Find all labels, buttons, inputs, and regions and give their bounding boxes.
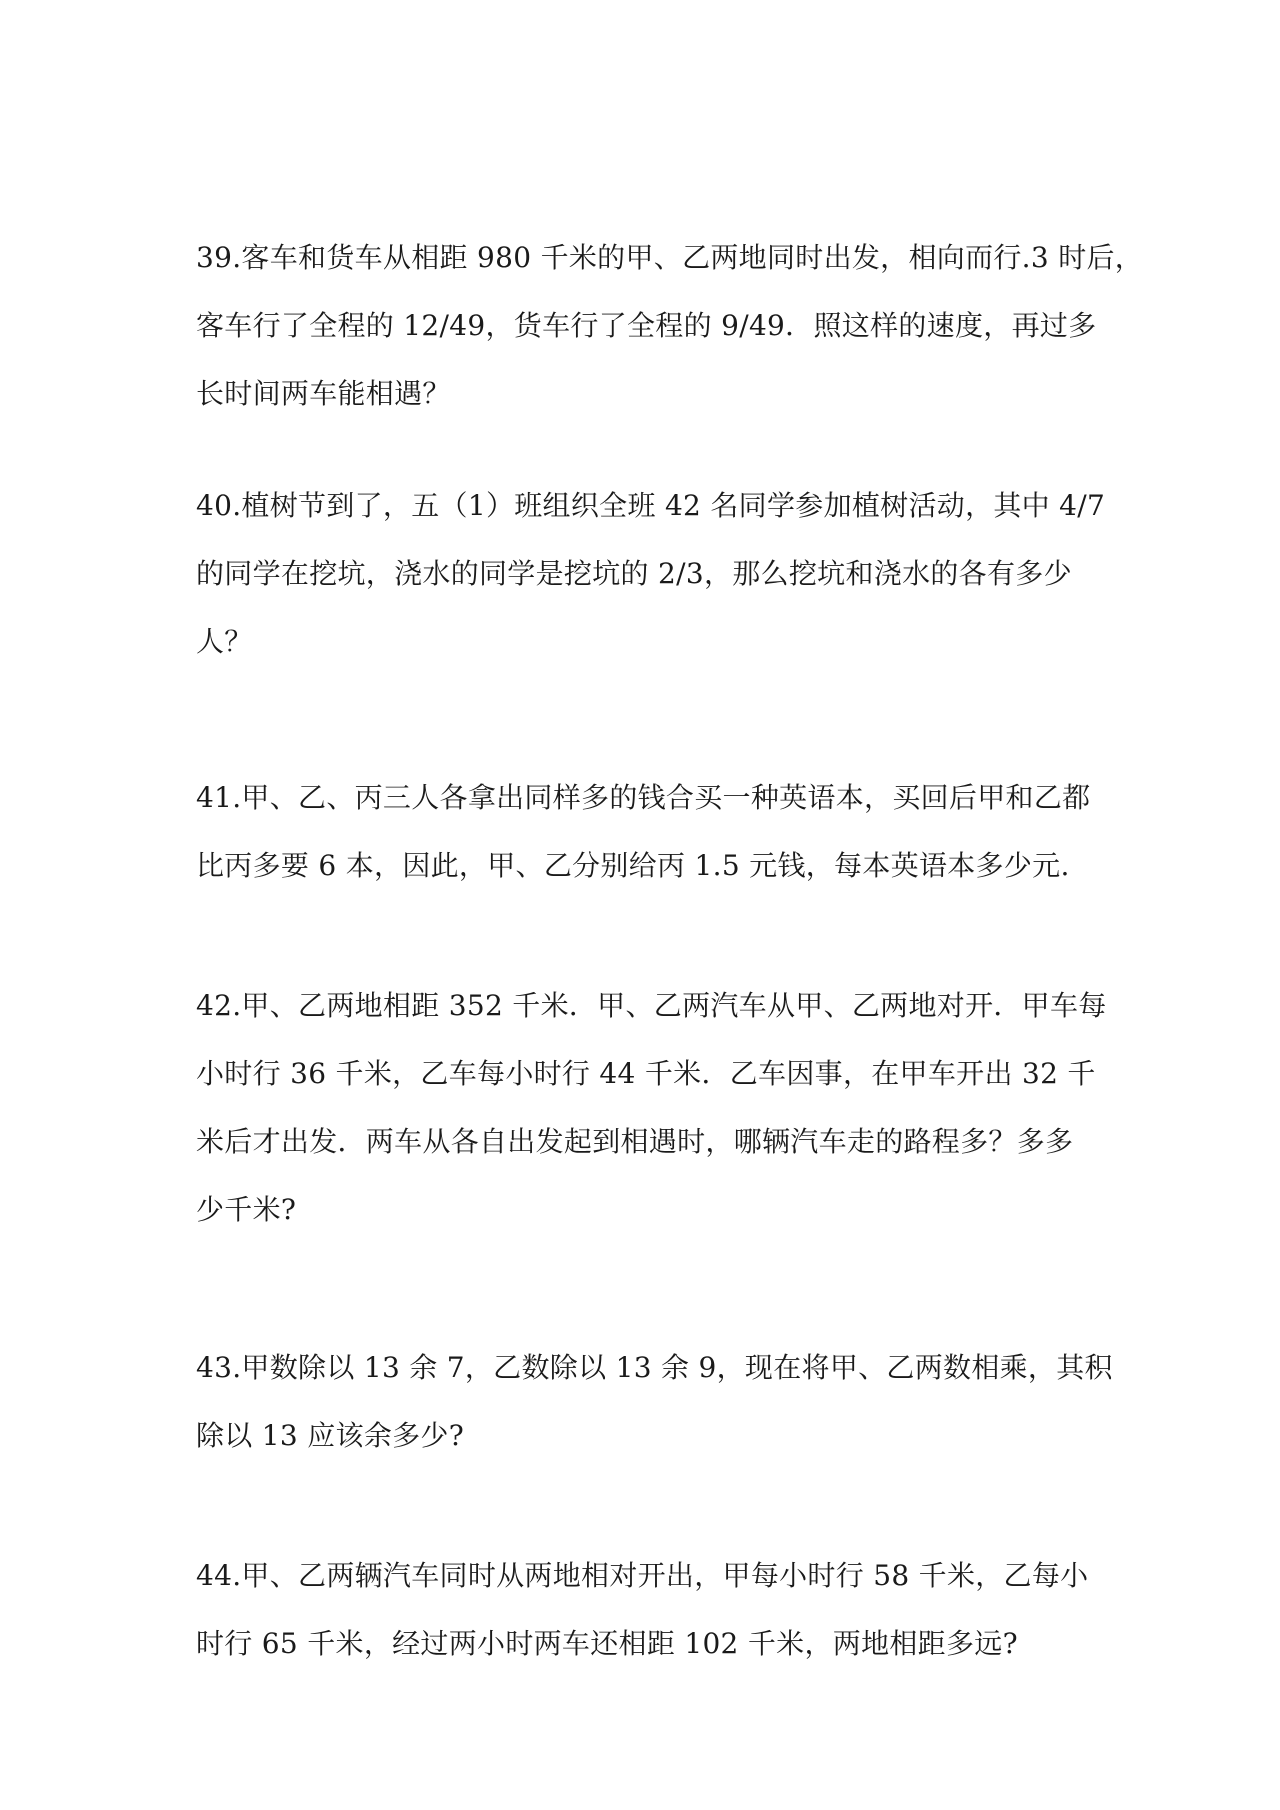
problem-42 — [196, 972, 1107, 1244]
problem-line: 比丙多要 6 本，因此，甲、乙分别给丙 1.5 元钱，每本英语本多少元. — [196, 849, 1070, 882]
problem-line: 小时行 36 千米，乙车每小时行 44 千米．乙车因事，在甲车开出 32 千 — [196, 1057, 1096, 1090]
problem-39 — [196, 224, 1144, 428]
problem-44 — [196, 1542, 1096, 1678]
problem-line: 42.甲、乙两地相距 352 千米．甲、乙两汽车从甲、乙两地对开．甲车每 — [196, 989, 1107, 1022]
problem-40 — [196, 472, 1106, 676]
problem-line: 人？ — [196, 625, 253, 658]
problem-line: 39.客车和货车从相距 980 千米的甲、乙两地同时出发，相向而行.3 时后， — [196, 241, 1144, 274]
problem-line: 客车行了全程的 12/49，货车行了全程的 9/49．照这样的速度，再过多 — [196, 309, 1097, 342]
problem-line: 44.甲、乙两辆汽车同时从两地相对开出，甲每小时行 58 千米，乙每小 — [196, 1559, 1089, 1592]
problem-line: 的同学在挖坑，浇水的同学是挖坑的 2/3，那么挖坑和浇水的各有多少 — [196, 557, 1072, 590]
problem-line: 41.甲、乙、丙三人各拿出同样多的钱合买一种英语本，买回后甲和乙都 — [196, 781, 1091, 814]
problem-line: 除以 13 应该余多少? — [196, 1419, 465, 1452]
problem-line: 少千米? — [196, 1193, 297, 1226]
problem-line: 米后才出发．两车从各自出发起到相遇时，哪辆汽车走的路程多？多多 — [196, 1125, 1074, 1158]
problem-line: 43.甲数除以 13 余 7，乙数除以 13 余 9，现在将甲、乙两数相乘，其积 — [196, 1351, 1113, 1384]
problem-line: 时行 65 千米，经过两小时两车还相距 102 千米，两地相距多远? — [196, 1627, 1018, 1660]
problem-41 — [196, 764, 1096, 900]
problem-43 — [196, 1334, 1113, 1470]
problem-line: 40.植树节到了，五（1）班组织全班 42 名同学参加植树活动，其中 4/7 — [196, 489, 1106, 522]
problem-line: 长时间两车能相遇？ — [196, 377, 451, 410]
